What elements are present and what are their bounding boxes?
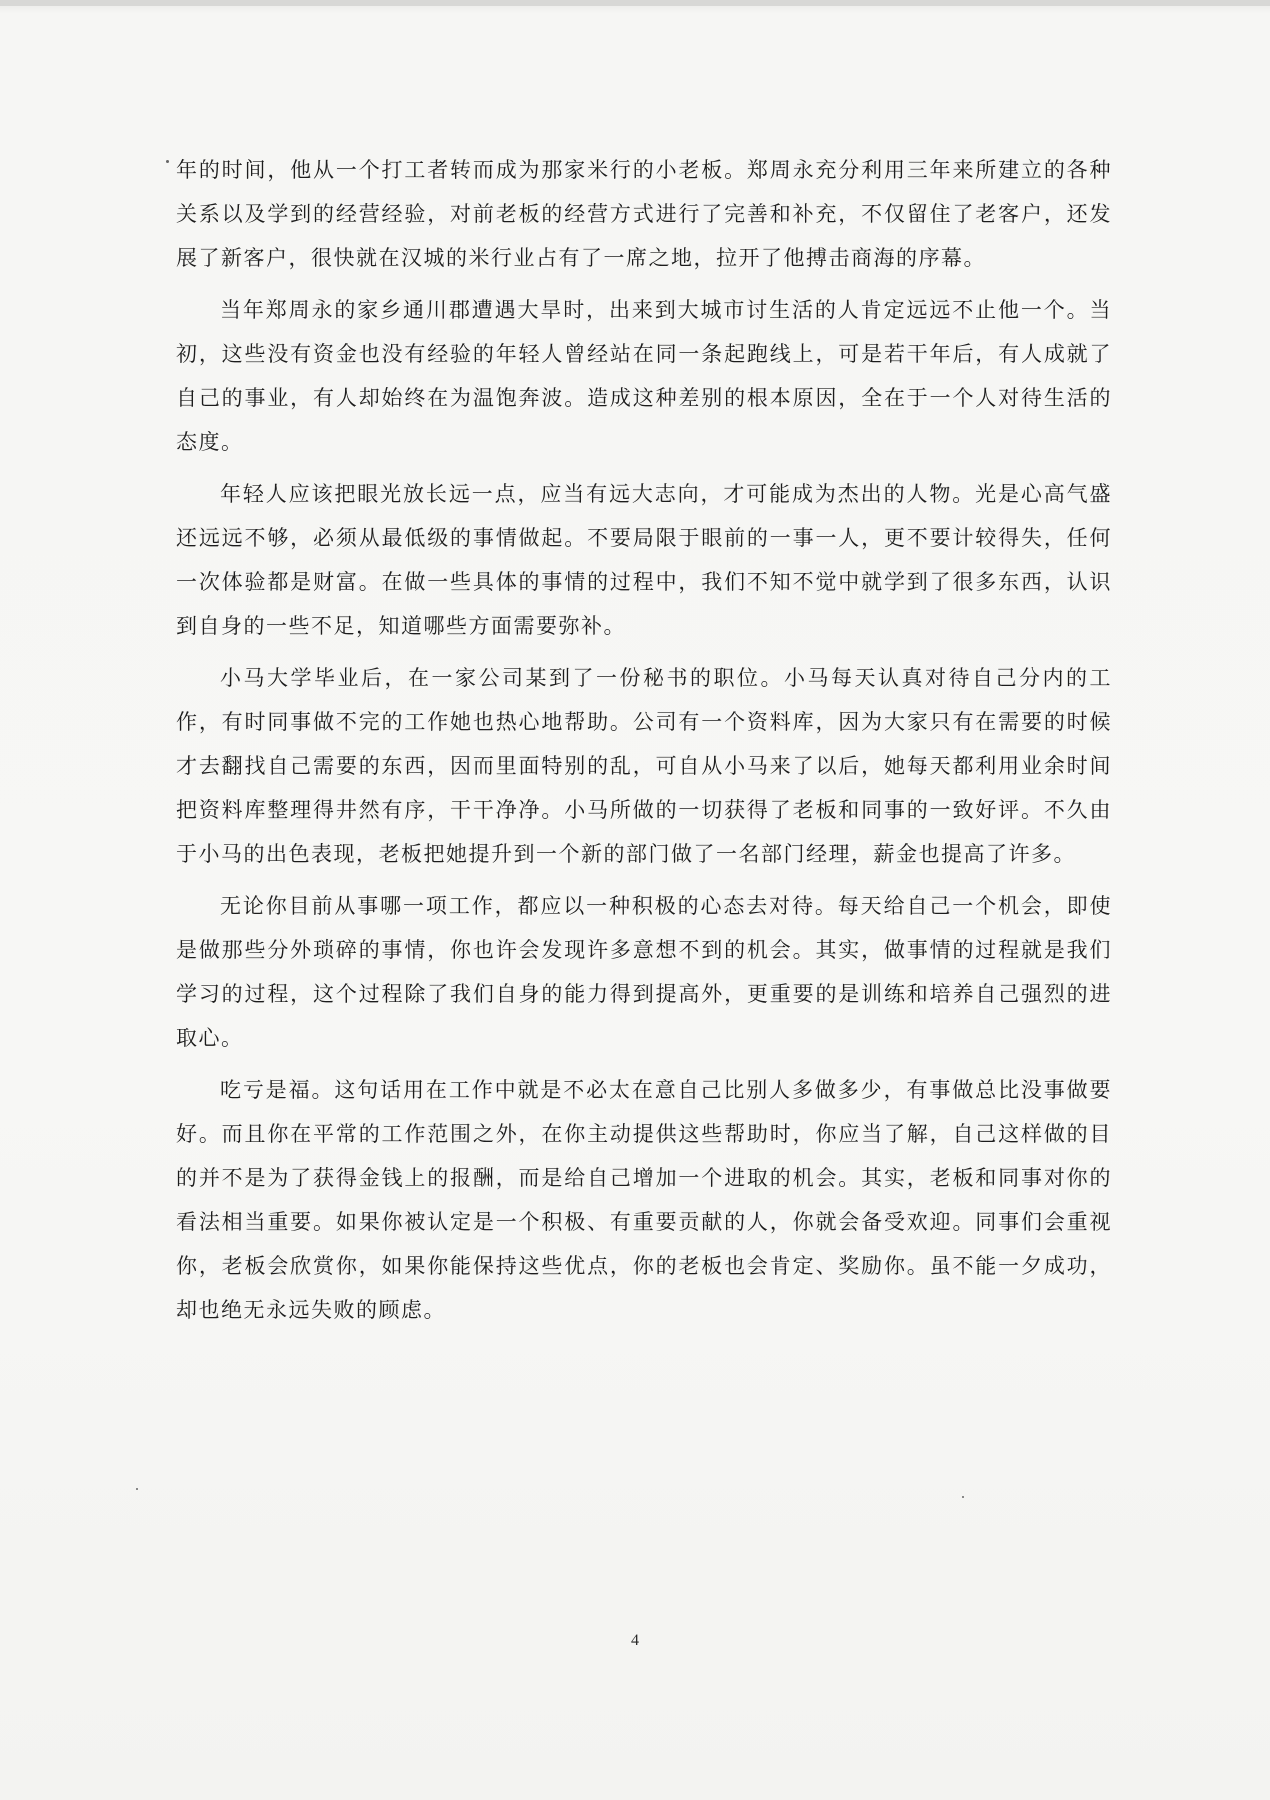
body-text <box>176 148 1112 1340</box>
paragraph-5: 无论你目前从事哪一项工作，都应以一种积极的心态去对待。每天给自己一个机会，即使是做那些分外琐碎的事情，你也许会发现许多意想不到的机会。其实，做事情的过程就是我们学习的过程，这个过程除了我们自身的能力得到提高外，更重要的是训练和培养自己强烈的进取心。 <box>176 894 1112 1050</box>
scan-speck <box>962 1496 964 1498</box>
paragraph-4: 小马大学毕业后，在一家公司某到了一份秘书的职位。小马每天认真对待自己分内的工作，有时同事做不完的工作她也热心地帮助。公司有一个资料库，因为大家只有在需要的时候才去翻找自己需要的东西，因而里面特别的乱，可自从小马来了以后，她每天都利用业余时间把资料库整理得井然有序，干干净净。小马所做的一切获得了老板和同事的一致好评。不久由于小马的出色表现，老板把她提升到一个新的部门做了一名部门经理，薪金也提高了许多。 <box>176 666 1112 866</box>
paragraph-1: 年的时间，他从一个打工者转而成为那家米行的小老板。郑周永充分利用三年来所建立的各种关系以及学到的经营经验，对前老板的经营方式进行了完善和补充，不仅留住了老客户，还发展了新客户，很快就在汉城的米行业占有了一席之地，拉开了他搏击商海的序幕。 <box>176 158 1112 270</box>
scan-speck <box>136 1488 138 1490</box>
paragraph-6: 吃亏是福。这句话用在工作中就是不必太在意自己比别人多做多少，有事做总比没事做要好。而且你在平常的工作范围之外，在你主动提供这些帮助时，你应当了解，自己这样做的目的并不是为了获得金钱上的报酬，而是给自己增加一个进取的机会。其实，老板和同事对你的看法相当重要。如果你被认定是一个积极、有重要贡献的人，你就会备受欢迎。同事们会重视你，老板会欣赏你，如果你能保持这些优点，你的老板也会肯定、奖励你。虽不能一夕成功，却也绝无永远失败的顾虑。 <box>176 1078 1112 1322</box>
paragraph-2: 当年郑周永的家乡通川郡遭遇大旱时，出来到大城市讨生活的人肯定远远不止他一个。当初，这些没有资金也没有经验的年轻人曾经站在同一条起跑线上，可是若干年后，有人成就了自己的事业，有人却始终在为温饱奔波。造成这种差别的根本原因，全在于一个人对待生活的态度。 <box>176 298 1112 454</box>
page-number: 4 <box>631 1632 639 1649</box>
scan-edge <box>0 0 1270 6</box>
scan-speck <box>166 160 169 163</box>
paragraph-3: 年轻人应该把眼光放长远一点，应当有远大志向，才可能成为杰出的人物。光是心高气盛还远远不够，必须从最低级的事情做起。不要局限于眼前的一事一人，更不要计较得失，任何一次体验都是财富。在做一些具体的事情的过程中，我们不知不觉中就学到了很多东西，认识到自身的一些不足，知道哪些方面需要弥补。 <box>176 482 1112 638</box>
